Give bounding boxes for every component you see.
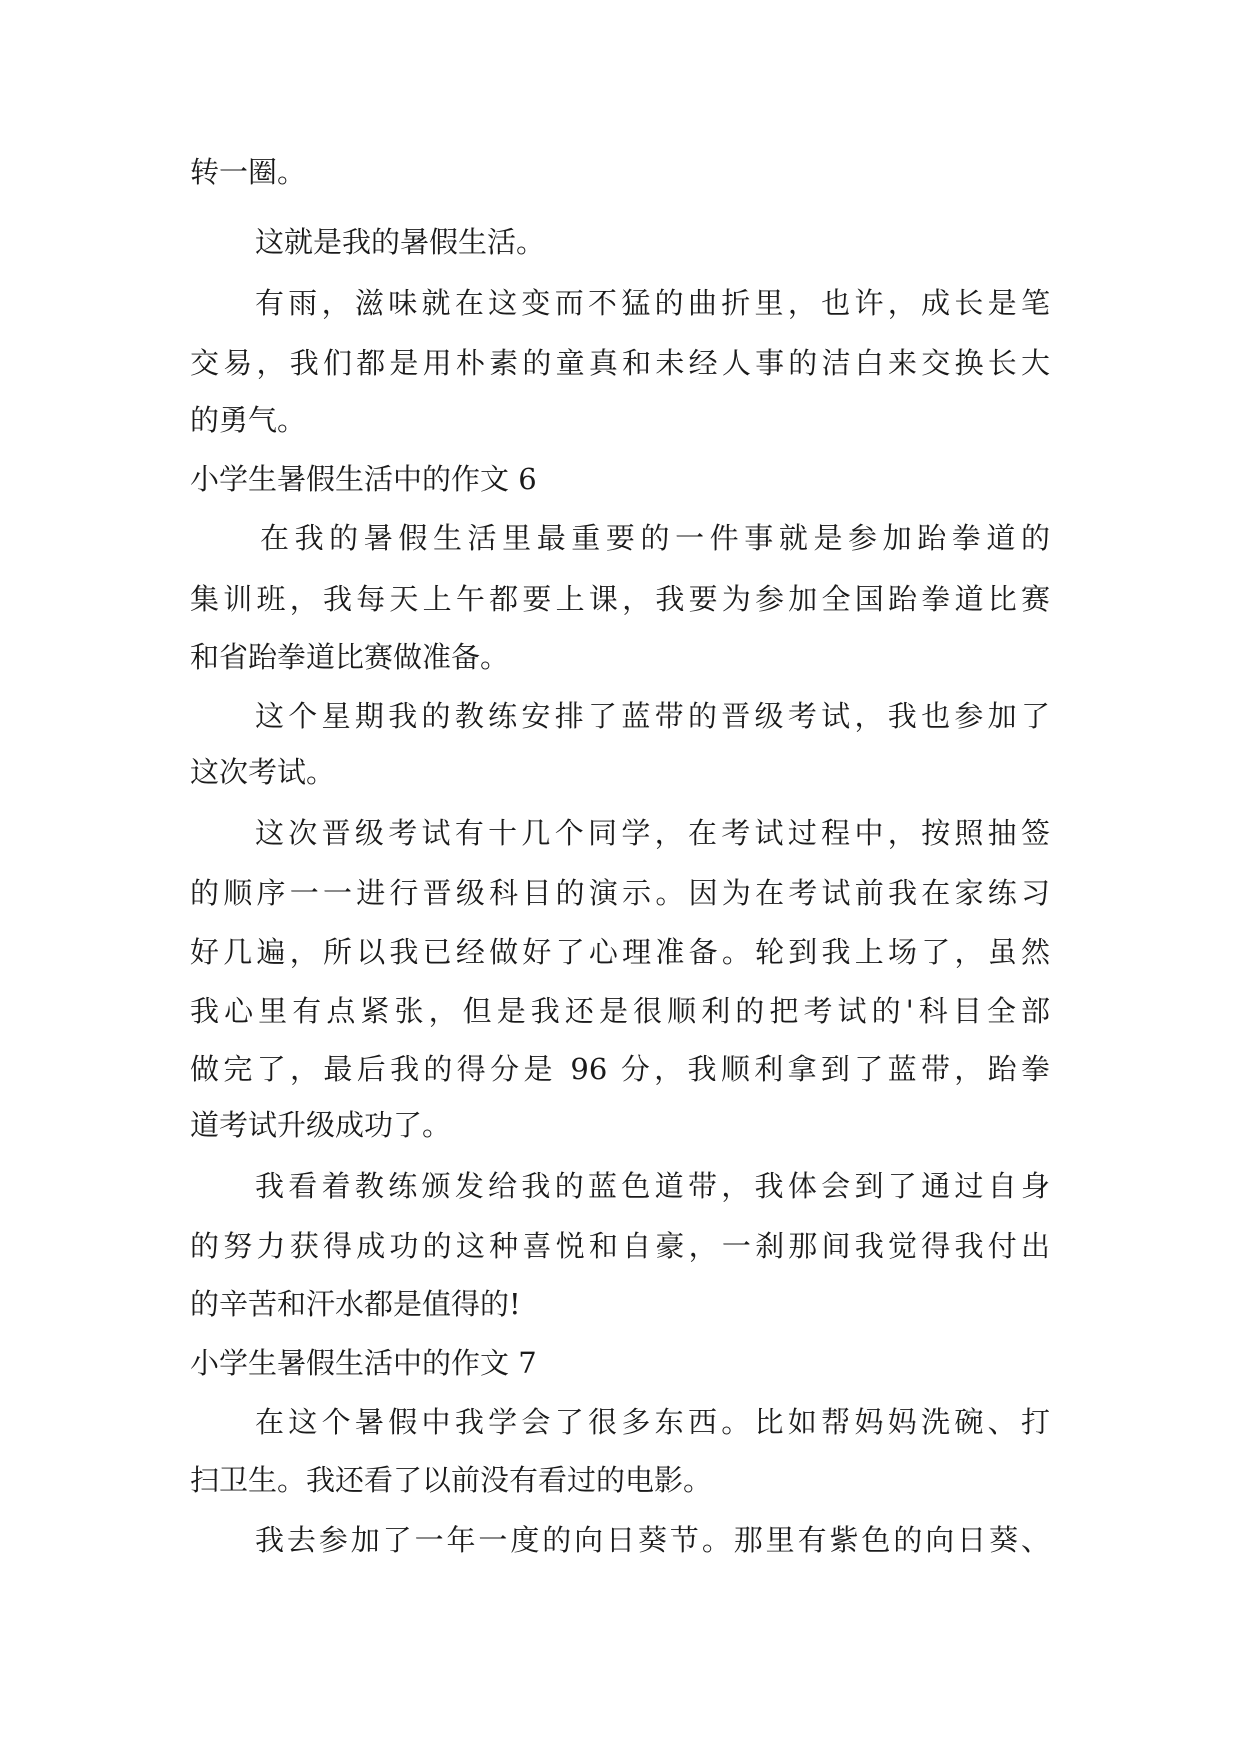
text-line: 和省跆拳道比赛做准备。: [190, 640, 510, 674]
text-line: 的努力获得成功的这种喜悦和自豪，一刹那间我觉得我付出: [190, 1229, 1050, 1263]
text-line: 这次晋级考试有十几个同学，在考试过程中，按照抽签: [255, 816, 1050, 850]
text-line: 这次考试。: [190, 755, 336, 789]
text-line: 有雨，滋味就在这变而不猛的曲折里，也许，成长是笔: [255, 286, 1050, 320]
text-line: 转一圈。: [190, 155, 307, 189]
text-line: 集训班，我每天上午都要上课，我要为参加全国跆拳道比赛: [190, 582, 1050, 616]
text-line: 我看着教练颁发给我的蓝色道带，我体会到了通过自身: [255, 1169, 1050, 1203]
text-line: 在这个暑假中我学会了很多东西。比如帮妈妈洗碗、打: [255, 1405, 1050, 1439]
text-line: 道考试升级成功了。: [190, 1108, 452, 1142]
text-line: 的辛苦和汗水都是值得的!: [190, 1287, 521, 1321]
section-heading: 小学生暑假生活中的作文 7: [190, 1346, 537, 1380]
text-line: 的勇气。: [190, 403, 307, 437]
text-line: 这个星期我的教练安排了蓝带的晋级考试，我也参加了: [255, 699, 1050, 733]
text-line: 在我的暑假生活里最重要的一件事就是参加跆拳道的: [260, 521, 1050, 555]
text-line: 的顺序一一进行晋级科目的演示。因为在考试前我在家练习: [190, 876, 1050, 910]
text-line: 我去参加了一年一度的向日葵节。那里有紫色的向日葵、: [255, 1523, 1050, 1557]
text-line: 做完了，最后我的得分是 96 分，我顺利拿到了蓝带，跆拳: [190, 1052, 1050, 1086]
text-line: 交易，我们都是用朴素的童真和未经人事的洁白来交换长大: [190, 346, 1050, 380]
text-line: 扫卫生。我还看了以前没有看过的电影。: [190, 1463, 713, 1497]
text-line: 我心里有点紧张，但是我还是很顺利的把考试的'科目全部: [190, 994, 1050, 1028]
section-heading: 小学生暑假生活中的作文 6: [190, 462, 537, 496]
text-line: 好几遍，所以我已经做好了心理准备。轮到我上场了，虽然: [190, 935, 1050, 969]
text-line: 这就是我的暑假生活。: [255, 225, 546, 259]
